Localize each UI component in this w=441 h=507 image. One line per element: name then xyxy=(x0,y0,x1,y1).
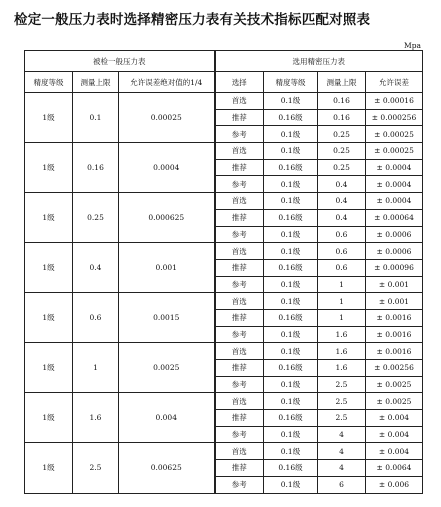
cell-precise-upper: 2.5 xyxy=(318,376,366,393)
table-row xyxy=(25,293,423,310)
col-header-precise-grade: 精度等级 xyxy=(264,72,318,93)
cell-precise-upper: 4 xyxy=(318,426,366,443)
cell-precise-grade: 0.1级 xyxy=(264,443,318,460)
cell-choice: 首选 xyxy=(215,393,264,410)
col-header-quarter-error: 允许误差绝对值的1/4 xyxy=(119,72,215,93)
cell-choice: 参考 xyxy=(215,276,264,293)
cell-allowed-error: ± 0.001 xyxy=(366,293,423,310)
cell-grade: 1级 xyxy=(25,193,73,243)
cell-precise-upper: 0.25 xyxy=(318,126,366,143)
cell-choice: 推荐 xyxy=(215,109,264,126)
cell-allowed-error: ± 0.004 xyxy=(366,426,423,443)
cell-allowed-error: ± 0.0004 xyxy=(366,176,423,193)
header-group-row xyxy=(25,51,423,72)
cell-choice: 首选 xyxy=(215,343,264,360)
cell-precise-grade: 0.1级 xyxy=(264,393,318,410)
cell-grade: 1级 xyxy=(25,343,73,393)
cell-choice: 首选 xyxy=(215,93,264,110)
cell-allowed-error: ± 0.00016 xyxy=(366,93,423,110)
cell-allowed-error: ± 0.006 xyxy=(366,476,423,493)
cell-choice: 推荐 xyxy=(215,259,264,276)
cell-upper: 0.4 xyxy=(73,243,119,293)
cell-quarter-error: 0.0025 xyxy=(119,343,215,393)
col-header-upper: 测量上限 xyxy=(73,72,119,93)
cell-upper: 1.6 xyxy=(73,393,119,443)
cell-precise-grade: 0.16级 xyxy=(264,460,318,477)
cell-quarter-error: 0.000625 xyxy=(119,193,215,243)
header-column-row xyxy=(25,72,423,93)
cell-allowed-error: ± 0.00025 xyxy=(366,143,423,160)
table-row xyxy=(25,393,423,410)
cell-quarter-error: 0.004 xyxy=(119,393,215,443)
cell-allowed-error: ± 0.00256 xyxy=(366,360,423,377)
table-row xyxy=(25,343,423,360)
cell-precise-upper: 4 xyxy=(318,443,366,460)
cell-quarter-error: 0.0015 xyxy=(119,293,215,343)
cell-precise-upper: 0.6 xyxy=(318,243,366,260)
col-header-allowed-error: 允许误差 xyxy=(366,72,423,93)
cell-grade: 1级 xyxy=(25,93,73,143)
cell-quarter-error: 0.00025 xyxy=(119,93,215,143)
cell-precise-upper: 1.6 xyxy=(318,343,366,360)
cell-precise-grade: 0.16级 xyxy=(264,159,318,176)
cell-precise-grade: 0.1级 xyxy=(264,476,318,493)
cell-precise-upper: 0.6 xyxy=(318,226,366,243)
cell-precise-grade: 0.16级 xyxy=(264,209,318,226)
cell-precise-grade: 0.16级 xyxy=(264,360,318,377)
unit-label: Mpa xyxy=(404,41,421,50)
cell-choice: 首选 xyxy=(215,243,264,260)
table-body xyxy=(25,93,423,494)
cell-choice: 推荐 xyxy=(215,460,264,477)
cell-allowed-error: ± 0.0004 xyxy=(366,193,423,210)
cell-precise-upper: 1 xyxy=(318,309,366,326)
cell-precise-grade: 0.1级 xyxy=(264,376,318,393)
cell-precise-grade: 0.1级 xyxy=(264,193,318,210)
cell-precise-grade: 0.1级 xyxy=(264,143,318,160)
cell-allowed-error: ± 0.004 xyxy=(366,410,423,427)
cell-precise-grade: 0.1级 xyxy=(264,176,318,193)
cell-choice: 参考 xyxy=(215,126,264,143)
cell-choice: 参考 xyxy=(215,226,264,243)
cell-allowed-error: ± 0.0016 xyxy=(366,326,423,343)
cell-allowed-error: ± 0.001 xyxy=(366,276,423,293)
cell-allowed-error: ± 0.0004 xyxy=(366,159,423,176)
cell-grade: 1级 xyxy=(25,443,73,493)
cell-precise-grade: 0.1级 xyxy=(264,326,318,343)
cell-choice: 推荐 xyxy=(215,410,264,427)
cell-choice: 推荐 xyxy=(215,360,264,377)
cell-quarter-error: 0.001 xyxy=(119,243,215,293)
group-header-right: 选用精密压力表 xyxy=(215,51,423,72)
cell-precise-upper: 1.6 xyxy=(318,360,366,377)
table-row xyxy=(25,243,423,260)
cell-precise-upper: 1 xyxy=(318,276,366,293)
col-header-precise-upper: 测量上限 xyxy=(318,72,366,93)
cell-allowed-error: ± 0.0006 xyxy=(366,226,423,243)
cell-precise-upper: 0.25 xyxy=(318,159,366,176)
cell-precise-grade: 0.1级 xyxy=(264,226,318,243)
cell-precise-upper: 0.16 xyxy=(318,93,366,110)
cell-precise-grade: 0.1级 xyxy=(264,426,318,443)
cell-choice: 首选 xyxy=(215,293,264,310)
cell-precise-grade: 0.16级 xyxy=(264,410,318,427)
cell-grade: 1级 xyxy=(25,393,73,443)
cell-precise-upper: 0.4 xyxy=(318,193,366,210)
cell-precise-upper: 1.6 xyxy=(318,326,366,343)
cell-precise-grade: 0.1级 xyxy=(264,126,318,143)
cell-upper: 0.25 xyxy=(73,193,119,243)
comparison-table xyxy=(24,50,423,494)
cell-allowed-error: ± 0.000256 xyxy=(366,109,423,126)
cell-choice: 推荐 xyxy=(215,159,264,176)
cell-upper: 0.1 xyxy=(73,93,119,143)
table-row xyxy=(25,193,423,210)
cell-precise-grade: 0.16级 xyxy=(264,309,318,326)
cell-allowed-error: ± 0.0016 xyxy=(366,343,423,360)
cell-precise-grade: 0.1级 xyxy=(264,276,318,293)
cell-allowed-error: ± 0.0025 xyxy=(366,376,423,393)
cell-quarter-error: 0.0004 xyxy=(119,143,215,193)
cell-precise-grade: 0.16级 xyxy=(264,109,318,126)
cell-allowed-error: ± 0.0025 xyxy=(366,393,423,410)
page-title: 检定一般压力表时选择精密压力表有关技术指标匹配对照表 xyxy=(14,12,371,28)
table-row xyxy=(25,443,423,460)
cell-choice: 参考 xyxy=(215,476,264,493)
cell-upper: 0.16 xyxy=(73,143,119,193)
cell-precise-grade: 0.16级 xyxy=(264,259,318,276)
cell-precise-upper: 2.5 xyxy=(318,393,366,410)
cell-grade: 1级 xyxy=(25,143,73,193)
cell-precise-upper: 0.25 xyxy=(318,143,366,160)
cell-choice: 首选 xyxy=(215,443,264,460)
col-header-grade: 精度等级 xyxy=(25,72,73,93)
cell-precise-grade: 0.1级 xyxy=(264,93,318,110)
cell-grade: 1级 xyxy=(25,293,73,343)
cell-choice: 参考 xyxy=(215,376,264,393)
table-row xyxy=(25,143,423,160)
cell-allowed-error: ± 0.00064 xyxy=(366,209,423,226)
cell-precise-upper: 6 xyxy=(318,476,366,493)
cell-precise-upper: 0.4 xyxy=(318,176,366,193)
cell-allowed-error: ± 0.0016 xyxy=(366,309,423,326)
cell-allowed-error: ± 0.0064 xyxy=(366,460,423,477)
col-header-choice: 选择 xyxy=(215,72,264,93)
cell-upper: 2.5 xyxy=(73,443,119,493)
cell-upper: 0.6 xyxy=(73,293,119,343)
cell-precise-upper: 2.5 xyxy=(318,410,366,427)
cell-allowed-error: ± 0.0006 xyxy=(366,243,423,260)
cell-allowed-error: ± 0.00025 xyxy=(366,126,423,143)
cell-upper: 1 xyxy=(73,343,119,393)
cell-grade: 1级 xyxy=(25,243,73,293)
cell-allowed-error: ± 0.00096 xyxy=(366,259,423,276)
cell-choice: 推荐 xyxy=(215,309,264,326)
group-header-left: 被检一般压力表 xyxy=(25,51,215,72)
cell-precise-upper: 4 xyxy=(318,460,366,477)
cell-precise-grade: 0.1级 xyxy=(264,293,318,310)
cell-choice: 参考 xyxy=(215,326,264,343)
cell-precise-grade: 0.1级 xyxy=(264,243,318,260)
cell-precise-grade: 0.1级 xyxy=(264,343,318,360)
cell-quarter-error: 0.00625 xyxy=(119,443,215,493)
cell-precise-upper: 0.6 xyxy=(318,259,366,276)
cell-choice: 首选 xyxy=(215,193,264,210)
cell-allowed-error: ± 0.004 xyxy=(366,443,423,460)
cell-precise-upper: 1 xyxy=(318,293,366,310)
cell-choice: 参考 xyxy=(215,426,264,443)
cell-choice: 首选 xyxy=(215,143,264,160)
cell-precise-upper: 0.4 xyxy=(318,209,366,226)
cell-choice: 参考 xyxy=(215,176,264,193)
table-row xyxy=(25,93,423,110)
cell-precise-upper: 0.16 xyxy=(318,109,366,126)
cell-choice: 推荐 xyxy=(215,209,264,226)
